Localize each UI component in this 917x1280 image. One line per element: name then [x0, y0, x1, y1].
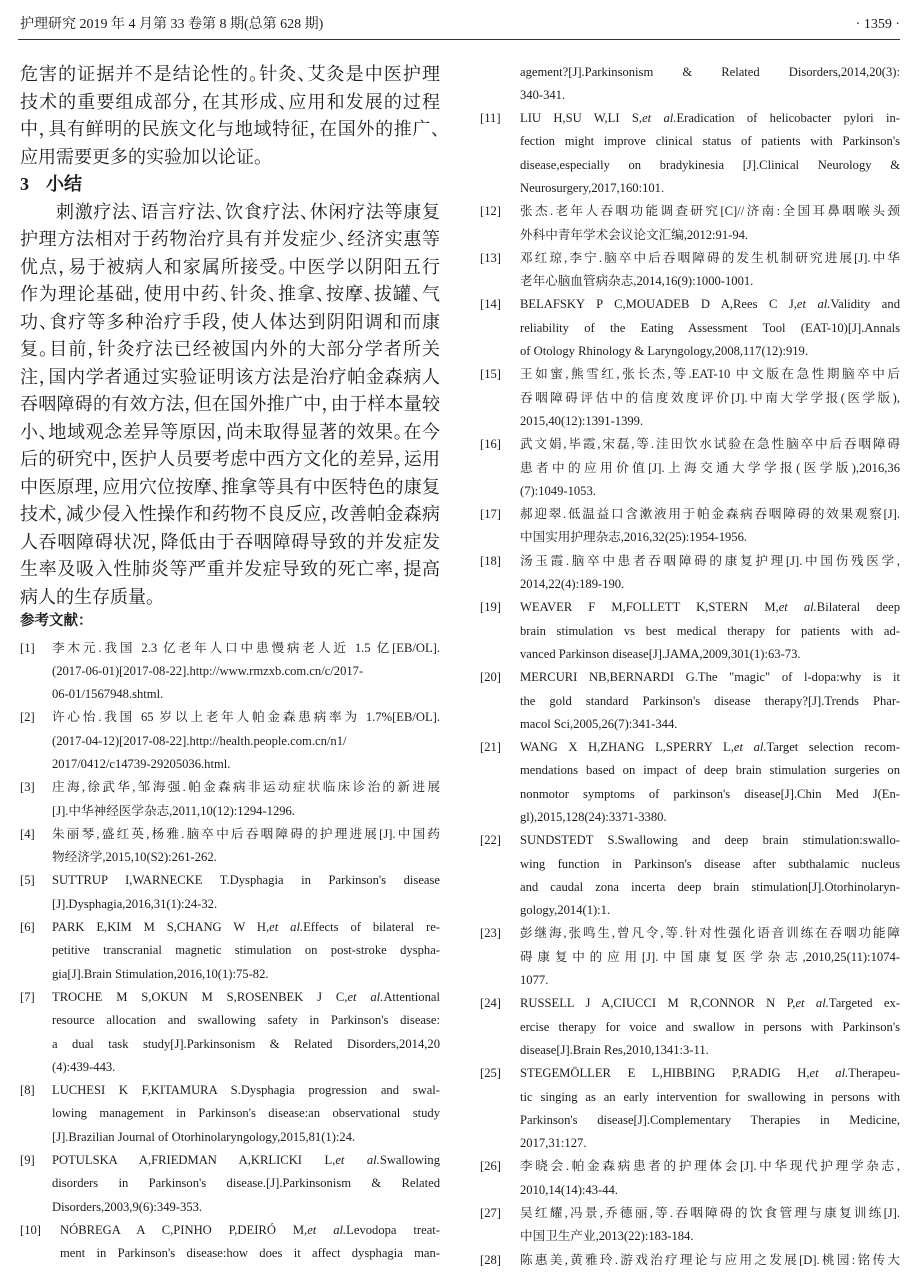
reference-text [52, 706, 440, 776]
reference-line: agement?[J].Parkinsonism & Related Disorders,2014,20(3): [520, 64, 900, 79]
reference-line: 李木元.我国 2.3 亿老年人口中患慢病老人近 1.5 亿[EB/OL]. [52, 640, 440, 655]
reference-line: (4):439-443. [52, 1059, 116, 1074]
running-header [20, 14, 900, 36]
body-text-line: 作为理论基础，使用中药、针灸、推拿、按摩、拔罐、气 [20, 284, 440, 304]
body-text-line: 注，国内学者通过实验证明该方法是治疗帕金森病人 [20, 366, 440, 387]
reference-text [520, 736, 900, 829]
journal-issue-info: 护理研究 2019 年 4 月第 33 卷第 8 期(总第 628 期) [20, 17, 324, 32]
reference-number: [26] [480, 1159, 501, 1174]
reference-number: [16] [480, 437, 501, 452]
reference-number: [25] [480, 1066, 501, 1081]
body-text-line: 中，具有鲜明的民族文化与地域特征，在国外的推广、 [20, 119, 440, 139]
body-text-line: 病人的生存质量。 [20, 586, 155, 607]
reference-line: LUCHESI K F,KITAMURA S.Dysphagia progression and swal- [52, 1083, 440, 1098]
body-text-line: 中医原理，应用穴位按摩、推拿等具有中医特色的康复 [20, 476, 440, 497]
reference-number: [23] [480, 926, 501, 941]
reference-number: [8] [20, 1083, 35, 1098]
reference-text [520, 992, 900, 1062]
reference-number: [14] [480, 297, 501, 312]
reference-line: gology,2014(1):1. [520, 903, 611, 918]
reference-number: [2] [20, 710, 35, 725]
reference-item [480, 1155, 900, 1202]
section-heading [20, 171, 440, 199]
reference-item [480, 200, 900, 247]
reference-line: of Otology Rhinology & Laryngology,2008,117(12):919. [520, 344, 809, 359]
reference-line: 吞咽障碍评估中的信度效度评价[J].中南大学学报(医学版), [520, 390, 900, 405]
reference-number: [19] [480, 600, 501, 615]
section-number: 3 [20, 174, 29, 194]
reference-item [20, 823, 440, 870]
reference-line: 2015,40(12):1391-1399. [520, 413, 644, 428]
reference-number: [20] [480, 670, 501, 685]
reference-line: vanced Parkinson disease[J].JAMA,2009,301(1):63-73. [520, 646, 801, 661]
reference-line: 外科中青年学术会议论文汇编,2012:91-94. [520, 227, 749, 242]
reference-line: reliability of the Eating Assessment Tool (EAT-10)[J].Annals [520, 320, 900, 335]
body-text-line: 技术，减少侵入性操作和药物不良反应，改善帕金森病 [20, 504, 440, 524]
reference-line: 邓红琼,李宁.脑卒中后吞咽障碍的发生机制研究进展[J].中华 [520, 250, 900, 265]
reference-item [480, 503, 900, 550]
body-text-line: 危害的证据并不是结论性的。针灸、艾灸是中医护理 [20, 64, 440, 84]
reference-number: [22] [480, 833, 501, 848]
body-text-line: 应用需要更多的实验加以论证。 [20, 146, 263, 167]
reference-text [520, 1202, 900, 1249]
reference-continuation [480, 61, 900, 108]
body-text-line: 复。目前，针灸疗法已经被国内外的大部分学者所关 [20, 339, 440, 359]
reference-line: 张杰.老年人吞咽功能调查研究[C]//济南:全国耳鼻咽喉头颈 [520, 204, 900, 219]
reference-line: RUSSELL J A,CIUCCI M R,CONNOR N P,et al.Targeted ex- [520, 996, 900, 1011]
reference-line: LIU H,SU W,LI S,et al.Eradication of helicobacter pylori in- [520, 111, 900, 126]
reference-item [480, 992, 900, 1062]
reference-item [480, 247, 900, 294]
reference-line: 李晓会.帕金森病患者的护理体会[J].中华现代护理学杂志, [520, 1159, 900, 1174]
reference-text [520, 433, 900, 503]
reference-number: [7] [20, 989, 35, 1004]
reference-item [480, 922, 900, 992]
reference-text [52, 1079, 440, 1149]
reference-number: [28] [480, 1252, 501, 1267]
reference-line: 340-341. [520, 87, 566, 102]
reference-line: disease,especially on bradykinesia [J].Clinical Neurology & [520, 157, 900, 172]
reference-number: [11] [480, 111, 501, 126]
reference-line: PARK E,KIM M S,CHANG W H,et al.Effects of bilateral re- [52, 920, 440, 935]
reference-line: petitive transcranial magnetic stimulation on post-stroke dyspha- [52, 943, 440, 958]
reference-line: a dual task study[J].Parkinsonism & Related Disorders,2014,20 [52, 1036, 440, 1051]
reference-line: MERCURI NB,BERNARDI G.The "magic" of l-dopa:why is it [520, 670, 900, 685]
reference-line: 吴红耀,冯景,乔德丽,等.吞咽障碍的饮食管理与康复训练[J]. [520, 1206, 900, 1221]
body-text-line: 生率及吸入性肺炎等严重并发症导致的死亡率，提高 [20, 559, 440, 579]
reference-item [20, 986, 440, 1079]
reference-text [52, 823, 440, 870]
body-text-line: 优点，易于被病人和家属所接受。中医学以阴阳五行 [20, 256, 440, 277]
reference-text [520, 1249, 900, 1272]
reference-item [480, 829, 900, 922]
reference-text [520, 107, 900, 200]
reference-text [520, 1062, 900, 1155]
reference-line: ment in Parkinson's disease:how does it affect dysphagia man- [60, 1246, 440, 1261]
reference-line: (2017-06-01)[2017-08-22].http://www.rmzxb.com.cn/c/2017- [52, 663, 364, 678]
references-title: 参考文献： [20, 613, 93, 629]
reference-line: SUTTRUP I,WARNECKE T.Dysphagia in Parkinson's disease [52, 873, 440, 888]
reference-item [480, 1062, 900, 1155]
reference-line: 中国卫生产业,2013(22):183-184. [520, 1229, 694, 1244]
reference-number: [10] [20, 1222, 41, 1237]
reference-line: 碍康复中的应用[J].中国康复医学杂志,2010,25(11):1074- [520, 949, 900, 964]
reference-item [480, 666, 900, 736]
reference-text [520, 247, 900, 294]
reference-number: [6] [20, 920, 35, 935]
reference-text [520, 200, 900, 247]
reference-item [480, 596, 900, 666]
reference-item [20, 916, 440, 986]
reference-line: Parkinson's disease[J].Complementary Therapies in Medicine, [520, 1112, 900, 1127]
body-text-line: 功、食疗等多种治疗手段，使人体达到阴阳调和而康 [20, 311, 440, 332]
reference-line: WEAVER F M,FOLLETT K,STERN M,et al.Bilateral deep [520, 600, 900, 615]
reference-number: [12] [480, 204, 501, 219]
reference-line: (2017-04-12)[2017-08-22].http://health.people.com.cn/n1/ [52, 733, 347, 748]
reference-number: [15] [480, 367, 501, 382]
reference-line: TROCHE M S,OKUN M S,ROSENBEK J C,et al.Attentional [52, 989, 440, 1004]
reference-line: 汤玉霞.脑卒中患者吞咽障碍的康复护理[J].中国伤残医学, [520, 553, 900, 568]
reference-line: 患者中的应用价值[J].上海交通大学学报(医学版),2016,36 [520, 460, 900, 475]
reference-number: [27] [480, 1206, 501, 1221]
body-text-line: 护理方法相对于药物治疗具有并发症少、经济实惠等 [20, 229, 440, 249]
body-text-line: 技术的重要组成部分，在其形成、应用和发展的过程 [20, 91, 440, 112]
reference-text [520, 363, 900, 433]
reference-line: 2010,14(14):43-44. [520, 1182, 618, 1197]
reference-text [520, 666, 900, 736]
reference-line: ercise therapy for voice and swallow in persons with Parkinson's [520, 1019, 900, 1034]
reference-line: WANG X H,ZHANG L,SPERRY L,et al.Target selection recom- [520, 740, 900, 755]
reference-line: gia[J].Brain Stimulation,2016,10(1):75-82. [52, 966, 269, 981]
reference-text [520, 1155, 900, 1202]
body-text-line: 刺激疗法、语言疗法、饮食疗法、休闲疗法等康复 [56, 201, 440, 222]
reference-line: the gold standard Parkinson's disease therapy?[J].Trends Phar- [520, 693, 900, 708]
reference-line: 物经济学,2015,10(S2):261-262. [52, 850, 217, 865]
reference-line: 中国实用护理杂志,2016,32(25):1954-1956. [520, 530, 748, 545]
reference-line: Disorders,2003,9(6):349-353. [52, 1199, 203, 1214]
reference-line: 庄海,徐武华,邹海强.帕金森病非运动症状临床诊治的新进展 [52, 780, 440, 795]
reference-number: [4] [20, 826, 35, 841]
reference-line: BELAFSKY P C,MOUADEB D A,Rees C J,et al.Validity and [520, 297, 900, 312]
reference-line: STEGEMÖLLER E L,HIBBING P,RADIG H,et al.Therapeu- [520, 1066, 900, 1081]
reference-text [52, 869, 440, 916]
body-text-line: 后的研究中，医护人员要考虑中西方文化的差异，运用 [20, 449, 440, 469]
reference-line: fection might improve clinical status of patients with Parkinson's [520, 134, 900, 149]
reference-number: [1] [20, 640, 35, 655]
reference-line: lowing management in Parkinson's disease:an observational study [52, 1106, 440, 1121]
reference-text [520, 550, 900, 597]
reference-number: [9] [20, 1153, 35, 1168]
reference-number: [21] [480, 740, 501, 755]
reference-line: tic singing as an early intervention for swallowing in persons with [520, 1089, 900, 1104]
reference-text [520, 293, 900, 363]
reference-line: (7):1049-1053. [520, 483, 596, 498]
reference-item [20, 1149, 440, 1219]
reference-number: [17] [480, 507, 501, 522]
reference-text [520, 596, 900, 666]
reference-line: 武文娟,毕霞,宋磊,等.洼田饮水试验在急性脑卒中后吞咽障碍 [520, 437, 900, 452]
page-number: · 1359 · [855, 17, 900, 32]
reference-line: 1077. [520, 973, 549, 988]
reference-line: 2017/0412/c14739-29205036.html. [52, 756, 231, 771]
reference-line: and caudal zona incerta deep brain stimulation[J].Otorhinolaryn- [520, 879, 900, 894]
body-text-line: 吞咽障碍的有效方法，但在国外推广中，由于样本量较 [20, 394, 440, 414]
reference-line: NÓBREGA A C,PINHO P,DEIRÓ M,et al.Levodopa treat- [60, 1222, 440, 1237]
reference-line: 许心怡.我国 65 岁以上老年人帕金森患病率为 1.7%[EB/OL]. [52, 710, 440, 725]
reference-item [480, 736, 900, 829]
reference-line: 陈惠美,黄雅玲.游戏治疗理论与应用之发展[D].桃园:铭传大 [520, 1252, 900, 1267]
reference-line: nonmotor symptoms of parkinson's disease[J].Chin Med J(En- [520, 786, 900, 801]
reference-text [520, 503, 900, 550]
reference-number: [13] [480, 250, 501, 265]
reference-line: SUNDSTEDT S.Swallowing and deep brain stimulation:swallo- [520, 833, 900, 848]
reference-item [20, 1079, 440, 1149]
reference-number: [5] [20, 873, 35, 888]
reference-line: brain stimulation vs best medical therapy for patients with ad- [520, 623, 900, 638]
reference-line: wing function in Parkinson's disease after subthalamic nucleus [520, 856, 900, 871]
reference-line: POTULSKA A,FRIEDMAN A,KRLICKI L,et al.Swallowing [52, 1153, 440, 1168]
reference-number: [3] [20, 780, 35, 795]
reference-line: 郝迎翠.低温益口含漱液用于帕金森病吞咽障碍的效果观察[J]. [520, 507, 900, 522]
reference-text [52, 776, 440, 823]
reference-line: 王如蜜,熊雪红,张长杰,等.EAT-10 中文版在急性期脑卒中后 [520, 367, 900, 382]
reference-text [52, 986, 440, 1079]
reference-line: macol Sci,2005,26(7):341-344. [520, 716, 678, 731]
body-text-line: 人吞咽障碍状况，降低由于吞咽障碍导致的并发症发 [20, 531, 440, 552]
reference-text [520, 829, 900, 922]
reference-line: 彭继海,张鸣生,曾凡令,等.针对性强化语音训练在吞咽功能障 [520, 926, 900, 941]
reference-text [52, 637, 440, 707]
reference-item [20, 1219, 440, 1266]
reference-line: 06-01/1567948.shtml. [52, 687, 164, 702]
reference-item [480, 550, 900, 597]
reference-item [480, 1249, 900, 1272]
reference-number: [24] [480, 996, 501, 1011]
reference-item [480, 293, 900, 363]
reference-line: resource allocation and swallowing safety in Parkinson's disease: [52, 1013, 440, 1028]
reference-line: 老年心脑血管病杂志,2014,16(9):1000-1001. [520, 274, 754, 289]
reference-item [20, 706, 440, 776]
reference-line: 2014,22(4):189-190. [520, 577, 625, 592]
reference-text [52, 1149, 440, 1219]
references-list-right [480, 61, 900, 1272]
reference-line: disorders in Parkinson's disease.[J].Parkinsonism & Related [52, 1176, 440, 1191]
reference-text [520, 922, 900, 992]
header-rule [18, 39, 900, 40]
reference-item [20, 869, 440, 916]
reference-text [60, 1219, 440, 1266]
reference-line: gl),2015,128(24):3371-3380. [520, 810, 667, 824]
references-list-left [20, 637, 440, 1266]
reference-item [480, 433, 900, 503]
reference-text [52, 916, 440, 986]
reference-item [20, 776, 440, 823]
body-text-line: 小、地域观念差异等原因，尚未取得显著的效果。在今 [20, 421, 440, 442]
reference-item [20, 637, 440, 707]
body-text-column [20, 61, 440, 611]
reference-line: mendations based on impact of deep brain stimulation surgeries on [520, 763, 900, 778]
reference-line: [J].Brazilian Journal of Otorhinolaryngology,2015,81(1):24. [52, 1129, 356, 1144]
reference-number: [18] [480, 553, 501, 568]
reference-line: [J].Dysphagia,2016,31(1):24-32. [52, 896, 218, 911]
reference-line: disease[J].Brain Res,2010,1341:3-11. [520, 1042, 709, 1057]
reference-line: 2017,31:127. [520, 1136, 587, 1151]
reference-item [480, 107, 900, 200]
reference-item [480, 363, 900, 433]
reference-line: 朱丽琴,盛红英,杨雅.脑卒中后吞咽障碍的护理进展[J].中国药 [52, 826, 440, 841]
reference-line: [J].中华神经医学杂志,2011,10(12):1294-1296. [52, 803, 295, 818]
section-title: 小结 [46, 174, 82, 194]
reference-line: Neurosurgery,2017,160:101. [520, 180, 665, 195]
reference-item [480, 1202, 900, 1249]
